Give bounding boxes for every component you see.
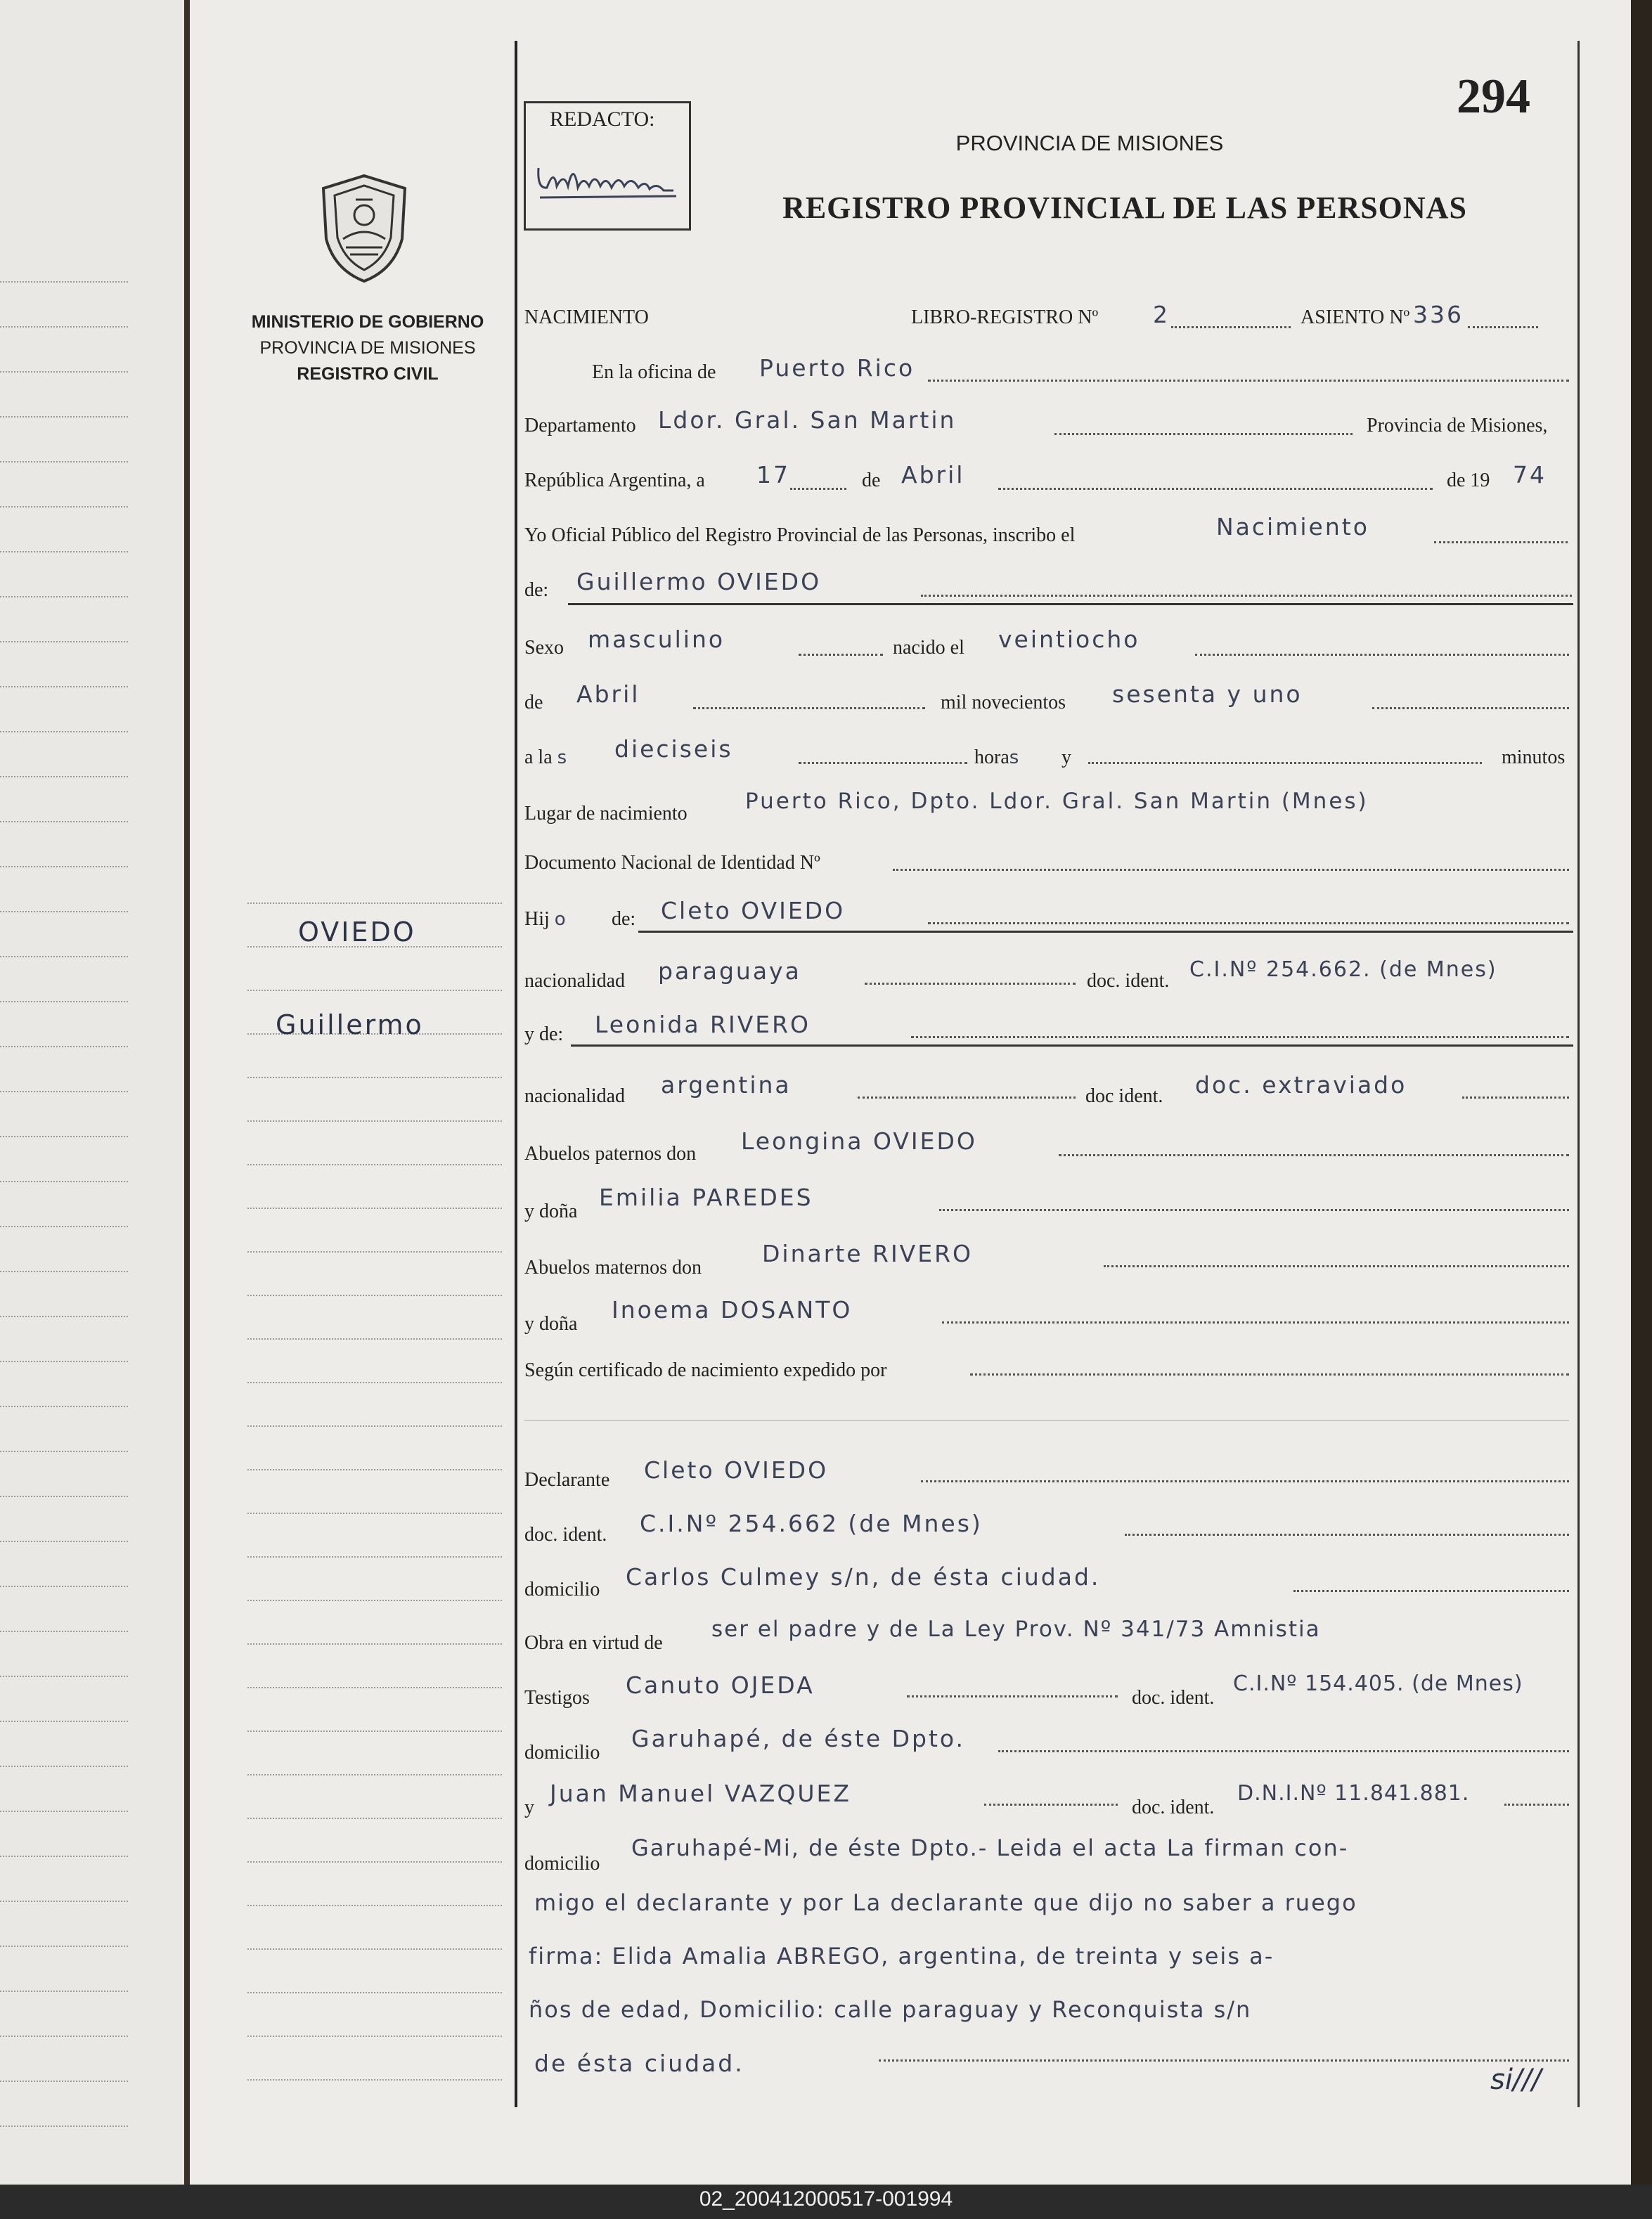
ruled-line — [0, 551, 128, 552]
a-la-suffix: s — [557, 747, 569, 768]
ruled-line — [0, 1406, 128, 1407]
ruled-line — [0, 866, 128, 867]
y2-label: y — [524, 1797, 534, 1818]
departamento-label: Departamento — [524, 415, 636, 436]
ruled-line — [0, 1316, 128, 1317]
dots — [799, 762, 967, 764]
padre-value: Cleto OVIEDO — [661, 897, 846, 924]
dots — [865, 983, 1076, 985]
margin-rule — [247, 1818, 502, 1819]
dots — [928, 922, 1569, 924]
redacto-signature — [533, 147, 680, 203]
year-prefix-label: de 19 — [1447, 470, 1490, 491]
dots — [799, 654, 883, 656]
signoff-mark: si/// — [1490, 2064, 1542, 2096]
y-label: y — [1061, 746, 1071, 768]
ruled-line — [0, 281, 128, 283]
segun-label: Según certificado de nacimiento expedido por — [524, 1359, 887, 1381]
margin-rule — [247, 1382, 502, 1383]
blank-line — [524, 1420, 1569, 1421]
ruled-line — [0, 1991, 128, 1992]
ministry-block — [238, 309, 498, 387]
year-value: 74 — [1513, 461, 1547, 489]
ruled-line — [0, 686, 128, 687]
nac2-label: nacionalidad — [524, 1085, 626, 1107]
hij-text: Hij — [524, 908, 550, 930]
lugar-value: Puerto Rico, Dpto. Ldor. Gral. San Martin (Mnes) — [745, 789, 1369, 814]
departamento-value: Ldor. Gral. San Martin — [658, 406, 957, 434]
testigo1-value: Canuto OJEDA — [626, 1671, 815, 1699]
margin-rule — [247, 1600, 502, 1601]
dots — [928, 380, 1569, 382]
right-border — [1577, 41, 1580, 2107]
dots — [921, 595, 1572, 597]
ruled-line — [0, 1541, 128, 1542]
margin-rule — [247, 1208, 502, 1209]
ruled-line — [0, 2081, 128, 2082]
margin-rule — [247, 1948, 502, 1950]
margin-rule — [247, 1687, 502, 1688]
folio-number: 294 — [1457, 70, 1530, 124]
ruled-line — [0, 956, 128, 957]
margin-given-name: Guillermo — [276, 1009, 424, 1040]
continuation-line3: ños de edad, Domicilio: calle paraguay y Reconquista s/n — [529, 1996, 1252, 2023]
sexo-value: masculino — [588, 626, 725, 653]
ruled-line — [0, 1361, 128, 1362]
margin-rule — [247, 2036, 502, 2037]
margin-rule — [247, 1469, 502, 1470]
ruled-line — [0, 1271, 128, 1272]
coat-of-arms-icon — [315, 172, 413, 284]
dom1-value: Carlos Culmey s/n, de ésta ciudad. — [626, 1563, 1101, 1591]
facing-page — [0, 0, 186, 2185]
margin-rule — [247, 1905, 502, 1906]
hij-suffix: o — [554, 909, 568, 930]
dots — [1372, 707, 1569, 709]
doc2-label: doc ident. — [1085, 1085, 1163, 1107]
horas-text: hora — [974, 746, 1009, 768]
ruled-line — [0, 1586, 128, 1587]
ruled-line — [0, 1901, 128, 1902]
ruled-line — [0, 1631, 128, 1632]
hora-value: dieciseis — [614, 735, 733, 763]
dom2-label: domicilio — [524, 1742, 600, 1764]
a-la-label — [524, 746, 569, 769]
dona1-label: y doña — [524, 1201, 578, 1222]
doct2-label: doc. ident. — [1132, 1797, 1215, 1818]
dona1-value: Emilia PAREDES — [599, 1184, 813, 1211]
obra-label: Obra en virtud de — [524, 1632, 663, 1654]
nac1-label: nacionalidad — [524, 970, 626, 992]
redacto-label: REDACTO: — [550, 108, 655, 131]
mil-label: mil novecientos — [941, 692, 1066, 713]
margin-rule — [247, 1077, 502, 1078]
horas-suffix: s — [1009, 747, 1021, 768]
madre-underline — [571, 1044, 1573, 1047]
ruled-line — [0, 371, 128, 373]
margin-surname: OVIEDO — [298, 917, 416, 947]
obra-value: ser el padre y de La Ley Prov. Nº 341/73 Amnistia — [711, 1617, 1321, 1642]
dots — [998, 1750, 1569, 1752]
dots — [984, 1804, 1118, 1806]
dots — [1462, 1096, 1569, 1099]
margin-rule — [247, 1338, 502, 1340]
name-underline — [568, 603, 1573, 605]
oficina-value: Puerto Rico — [759, 354, 915, 382]
dots — [879, 2059, 1569, 2062]
horas-label — [974, 746, 1021, 769]
margin-divider — [515, 41, 517, 2107]
ruled-line — [0, 1676, 128, 1677]
day-value: 17 — [756, 461, 790, 489]
y-de-label: y de: — [524, 1023, 564, 1045]
dots — [907, 1695, 1118, 1697]
ministry-line3: REGISTRO CIVIL — [297, 364, 439, 384]
margin-rule — [247, 1556, 502, 1558]
dona2-value: Inoema DOSANTO — [612, 1296, 853, 1324]
dots — [893, 869, 1569, 871]
madre-value: Leonida RIVERO — [595, 1011, 811, 1038]
margin-rule — [247, 1774, 502, 1775]
ministry-line2: PROVINCIA DE MISIONES — [259, 338, 476, 358]
continuation-line4: de ésta ciudad. — [534, 2050, 744, 2077]
declarante-value: Cleto OVIEDO — [644, 1456, 829, 1484]
continuation-line1: migo el declarante y por La declarante que dijo no saber a ruego — [534, 1889, 1357, 1916]
a-la-text: a la — [524, 746, 553, 768]
ruled-line — [0, 1136, 128, 1137]
province-heading: PROVINCIA DE MISIONES — [955, 131, 1224, 155]
nacido-label: nacido el — [893, 637, 964, 659]
dots — [1059, 1154, 1569, 1156]
ruled-line — [0, 1451, 128, 1452]
anio-nac-value: sesenta y uno — [1112, 680, 1303, 708]
redacto-box — [524, 101, 691, 231]
doc1-label: doc. ident. — [1087, 970, 1170, 992]
ruled-line — [0, 2126, 128, 2127]
dots — [790, 488, 846, 490]
dona2-label: y doña — [524, 1313, 578, 1335]
dots — [911, 1036, 1569, 1038]
ruled-line — [0, 1721, 128, 1722]
hij-de-label: de: — [612, 908, 636, 930]
testigo2-value: Juan Manuel VAZQUEZ — [550, 1780, 851, 1807]
minutos-label: minutos — [1502, 746, 1566, 768]
dots — [693, 707, 925, 709]
ruled-line — [0, 1811, 128, 1812]
oficina-label: En la oficina de — [592, 361, 716, 383]
ruled-line — [0, 1181, 128, 1182]
nac2-value: argentina — [661, 1071, 792, 1099]
ruled-line — [0, 1226, 128, 1227]
margin-rule — [247, 1251, 502, 1253]
mes-nac-value: Abril — [576, 680, 640, 708]
dom3-label: domicilio — [524, 1853, 600, 1875]
ruled-line — [0, 731, 128, 732]
lugar-label: Lugar de nacimiento — [524, 803, 688, 824]
ruled-line — [0, 416, 128, 418]
inscribo-value: Nacimiento — [1216, 513, 1369, 541]
ruled-line — [0, 911, 128, 912]
ruled-line — [0, 506, 128, 507]
doc1-value: C.I.Nº 254.662. (de Mnes) — [1189, 957, 1497, 982]
dots — [858, 1096, 1076, 1099]
dni-label: Documento Nacional de Identidad Nº — [524, 852, 820, 874]
dots — [1125, 1534, 1569, 1536]
margin-rule — [247, 990, 502, 991]
margin-rule — [247, 2079, 502, 2081]
ruled-line — [0, 1766, 128, 1767]
margin-rule — [247, 1992, 502, 1993]
asiento-label: ASIENTO Nº — [1301, 306, 1410, 328]
margin-rule — [247, 1861, 502, 1863]
dots — [1088, 762, 1482, 764]
dots — [921, 1480, 1569, 1482]
dots — [970, 1373, 1569, 1376]
dots — [1468, 326, 1538, 328]
ruled-line — [0, 2036, 128, 2037]
ruled-line — [0, 1946, 128, 1947]
dots — [1293, 1590, 1569, 1592]
doct1-value: C.I.Nº 154.405. (de Mnes) — [1233, 1671, 1523, 1696]
padre-underline — [638, 931, 1573, 933]
dots — [939, 1209, 1569, 1211]
republica-label: República Argentina, a — [524, 470, 705, 491]
dots — [1104, 1265, 1569, 1267]
ruled-line — [0, 1046, 128, 1047]
margin-rule — [247, 1164, 502, 1165]
margin-rule — [247, 903, 502, 904]
ruled-line — [0, 821, 128, 822]
abpat-value: Leongina OVIEDO — [741, 1127, 977, 1155]
ruled-line — [0, 1091, 128, 1092]
abmat-label: Abuelos maternos don — [524, 1257, 702, 1279]
docdecl-label: doc. ident. — [524, 1524, 607, 1546]
dom3-value: Garuhapé-Mi, de éste Dpto.- Leida el acta La firman con- — [631, 1835, 1349, 1861]
ruled-line — [0, 596, 128, 597]
sexo-label: Sexo — [524, 637, 564, 659]
asiento-value: 336 — [1413, 301, 1464, 328]
nac1-value: paraguaya — [658, 957, 801, 985]
nacido-value: veintiocho — [998, 626, 1140, 653]
dots — [942, 1321, 1569, 1324]
book-spine — [184, 0, 190, 2185]
registry-heading: REGISTRO PROVINCIAL DE LAS PERSONAS — [782, 190, 1467, 225]
doct1-label: doc. ident. — [1132, 1687, 1215, 1709]
de-label: de — [862, 470, 881, 491]
ruled-line — [0, 776, 128, 777]
continuation-line2: firma: Elida Amalia ABREGO, argentina, de treinta y seis a- — [529, 1943, 1275, 1969]
declarante-label: Declarante — [524, 1469, 610, 1491]
dots — [1195, 654, 1569, 656]
dots — [1434, 541, 1568, 543]
hij-label — [524, 908, 568, 931]
ruled-line — [0, 1856, 128, 1857]
de-mes-label: de — [524, 692, 543, 713]
margin-rule — [247, 1730, 502, 1732]
dom1-label: domicilio — [524, 1579, 600, 1600]
abpat-label: Abuelos paternos don — [524, 1143, 697, 1165]
libro-label: LIBRO-REGISTRO Nº — [911, 306, 1099, 328]
margin-rule — [247, 1643, 502, 1645]
de-colon-label: de: — [524, 579, 549, 601]
dots — [1504, 1804, 1569, 1806]
dots — [1054, 433, 1353, 435]
record-type-label: NACIMIENTO — [524, 306, 649, 328]
oficial-label: Yo Oficial Público del Registro Provincial de las Personas, inscribo el — [524, 524, 1076, 546]
doct2-value: D.N.I.Nº 11.841.881. — [1237, 1781, 1470, 1806]
nombre-value: Guillermo OVIEDO — [576, 568, 822, 595]
dots — [998, 488, 1433, 490]
docdecl-value: C.I.Nº 254.662 (de Mnes) — [640, 1510, 983, 1537]
ruled-line — [0, 1496, 128, 1497]
dots — [1171, 326, 1291, 328]
dom2-value: Garuhapé, de éste Dpto. — [631, 1725, 966, 1752]
libro-value: 2 — [1153, 301, 1170, 328]
ruled-line — [0, 1001, 128, 1002]
doc2-value: doc. extraviado — [1195, 1071, 1407, 1099]
testigos-label: Testigos — [524, 1687, 590, 1709]
ruled-line — [0, 326, 128, 328]
image-code: 02_200412000517-001994 — [699, 2187, 953, 2211]
ruled-line — [0, 641, 128, 642]
abmat-value: Dinarte RIVERO — [762, 1240, 974, 1267]
margin-rule — [247, 1513, 502, 1514]
margin-rule — [247, 1295, 502, 1296]
margin-rule — [247, 1120, 502, 1122]
ruled-line — [0, 461, 128, 462]
provincia-label: Provincia de Misiones, — [1367, 415, 1548, 436]
month-value: Abril — [901, 461, 965, 489]
margin-rule — [247, 1425, 502, 1427]
ministry-line1: MINISTERIO DE GOBIERNO — [251, 312, 484, 332]
